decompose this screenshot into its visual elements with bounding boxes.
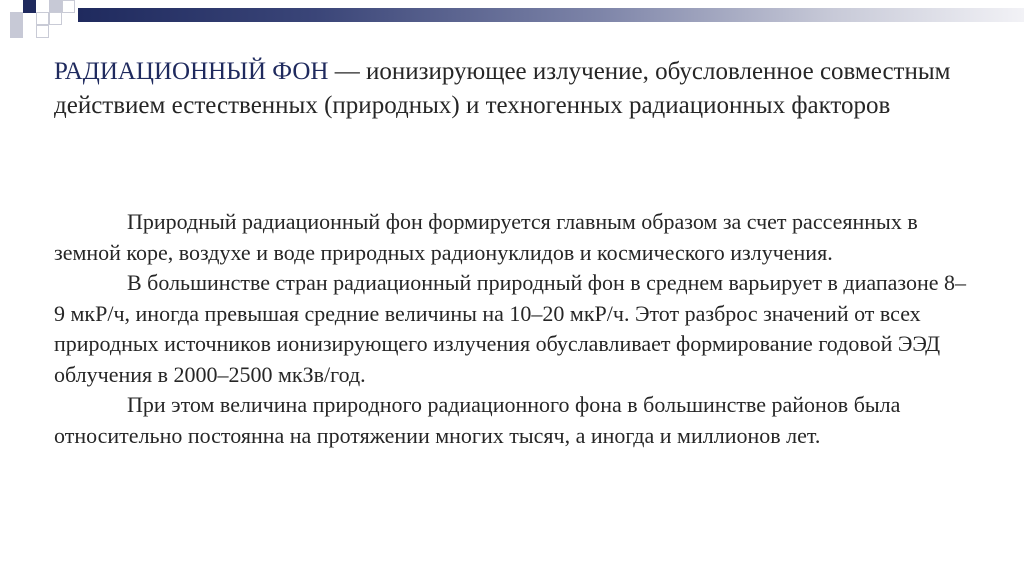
decor-square bbox=[10, 12, 23, 25]
decor-square bbox=[36, 25, 49, 38]
slide-title bbox=[54, 55, 974, 123]
header-decoration bbox=[0, 0, 1024, 40]
title-definition: — ионизирующее излучение, обусловленное совместным действием естественных (природных) и техногенных радиационных факторов bbox=[54, 58, 951, 119]
decor-square bbox=[23, 0, 36, 13]
title-term: РАДИАЦИОННЫЙ ФОН bbox=[54, 58, 329, 85]
decor-square bbox=[36, 12, 49, 25]
paragraph: Природный радиационный фон формируется главным образом за счет рассеянных в земной коре, воздухе и воде природных радионуклидов и космического излучения. bbox=[54, 209, 918, 265]
decor-square bbox=[49, 12, 62, 25]
paragraph: При этом величина природного радиационного фона в большинстве районов была относительно постоянна на протяжении многих тысяч, а иногда и миллионов лет. bbox=[54, 392, 901, 448]
decor-square bbox=[62, 0, 75, 13]
header-gradient-bar bbox=[78, 8, 1024, 22]
decor-square bbox=[10, 25, 23, 38]
slide-body bbox=[54, 207, 974, 451]
paragraph: В большинстве стран радиационный природный фон в среднем варьирует в диапазоне 8–9 мкР/ч, иногда превышая средние величины на 10–20 мкР/ч. Этот разброс значений от всех природных источников ионизирующего излучения обуславливает формирование годовой ЭЭД облучения в 2000–2500 мкЗв/год. bbox=[54, 270, 966, 387]
